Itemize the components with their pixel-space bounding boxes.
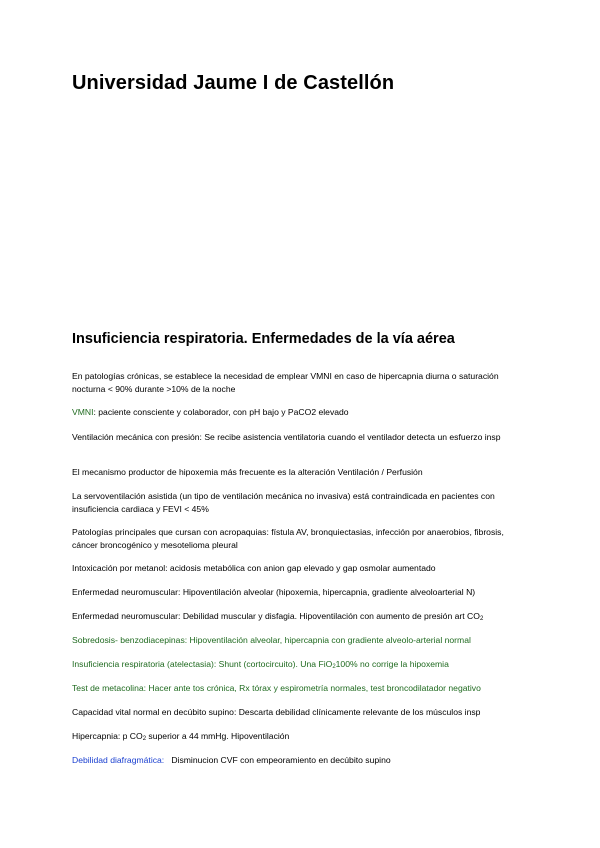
note-acropaquias: Patologías principales que cursan con acropaquias: fístula AV, bronquiectasias, infección por anaerobios, fibrosis, cáncer broncogénico y mesotelioma pleural [72,527,504,550]
page-title: Universidad Jaume I de Castellón [72,72,395,94]
note-hypercapnia: Hipercapnia: p $CO_2$ superior a 44 mmHg. Hipoventilación [72,731,290,742]
note-servoventilation: La servoventilación asistida (un tipo de ventilación mecánica no invasiva) está contraindicada en pacientes con insuficiencia cardiaca y FEVI < 45% [72,491,495,514]
note-neuromuscular-1: Enfermedad neuromuscular: Hipoventilación alveolar (hipoxemia, hipercapnia, gradiente alveoloarterial N) [72,587,476,597]
note-atelectasia: Insuficiencia respiratoria (atelectasia): Shunt (cortocircuito). Una FiO$_2$100% no corrige la hipoxemia [72,659,449,670]
note-vmni: VMNI: paciente consciente y colaborador, con pH bajo y PaCO2 elevado [72,407,349,417]
section-title: Insuficiencia respiratoria. Enfermedades de la vía aérea [72,331,455,347]
note-metacolina: Test de metacolina: Hacer ante tos crónica, Rx tórax y espirometría normales, test broncodilatador negativo [72,683,481,693]
note-methanol: Intoxicación por metanol: acidosis metabólica con anion gap elevado y gap osmolar aumentado [72,563,436,573]
note-hypoxemia-mechanism: El mecanismo productor de hipoxemia más frecuente es la alteración Ventilación / Perfusión [72,467,423,477]
note-vmni-chronic: En patologías crónicas, se establece la necesidad de emplear VMNI en caso de hipercapnia diurna o saturación nocturna < 90% durante >10% de la noche [72,371,499,394]
note-ventilation-pressure: Ventilación mecánica con presión: Se recibe asistencia ventilatoria cuando el ventilador detecta un esfuerzo insp [72,432,501,442]
note-neuromuscular-2: Enfermedad neuromuscular: Debilidad muscular y disfagia. Hipoventilación con aumento de presión art $CO_2$ [72,611,484,622]
note-benzodiacepinas: Sobredosis- benzodiacepinas: Hipoventilación alveolar, hipercapnia con gradiente alveolo-arterial normal [72,635,471,645]
note-diaphragm: Debilidad diafragmática: Disminucion CVF con empeoramiento en decúbito supino [72,755,391,765]
note-vital-capacity: Capacidad vital normal en decúbito supino: Descarta debilidad clínicamente relevante de los músculos insp [72,707,481,717]
